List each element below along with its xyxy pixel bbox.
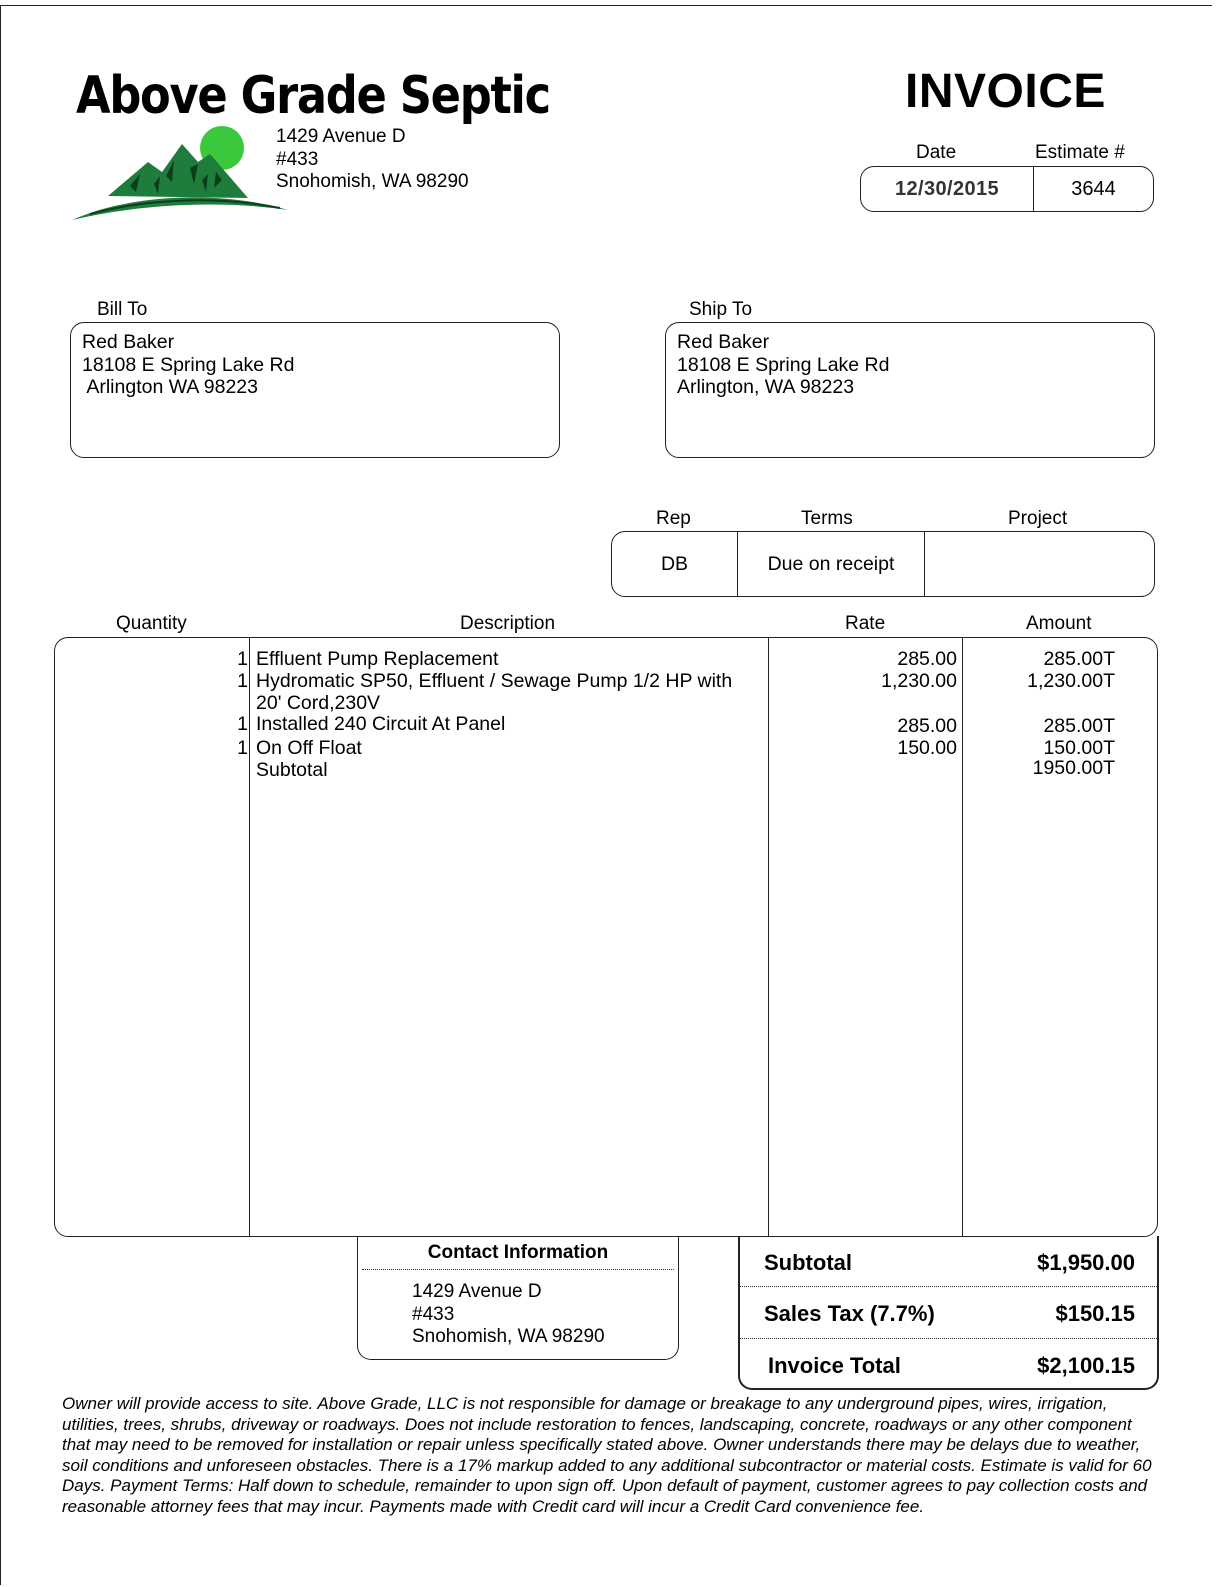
project-value	[925, 532, 1154, 596]
company-address-line: 1429 Avenue D	[276, 126, 406, 147]
row-description: On Off Float	[256, 737, 362, 759]
row-rate: 285.00	[897, 648, 957, 670]
company-address-line: Snohomish, WA 98290	[276, 171, 469, 192]
invoice-total-value: $2,100.15	[1037, 1353, 1135, 1378]
row-rate: 285.00	[897, 715, 957, 737]
rep-terms-project-box	[611, 531, 1155, 597]
bill-to-box	[70, 322, 560, 458]
subtotal-row	[740, 1236, 1157, 1286]
invoice-date: 12/30/2015	[861, 167, 1034, 211]
ship-to-line: 18108 E Spring Lake Rd	[677, 353, 890, 376]
row-description-line: Hydromatic SP50, Effluent / Sewage Pump 1/2 HP with	[256, 670, 733, 692]
estimate-number: 3644	[1071, 177, 1116, 200]
row-description-line: 20' Cord,230V	[256, 692, 381, 714]
row-quantity: 1	[237, 737, 248, 759]
subtotal-label: Subtotal	[764, 1250, 852, 1275]
row-description: Installed 240 Circuit At Panel	[256, 713, 506, 735]
row-description: Effluent Pump Replacement	[256, 648, 499, 670]
ship-to-line: Red Baker	[677, 331, 770, 353]
company-address-line: #433	[276, 148, 319, 170]
row-amount: 1,230.00T	[1027, 670, 1115, 692]
bill-to-line: 18108 E Spring Lake Rd	[82, 353, 295, 376]
subtotal-value: $1,950.00	[1037, 1250, 1135, 1275]
ship-to-line: Arlington, WA 98223	[677, 376, 855, 398]
contact-address-line: Snohomish, WA 98290	[412, 1326, 605, 1347]
bill-to-label: Bill To	[97, 299, 148, 320]
project-label: Project	[1008, 508, 1068, 529]
date-estimate-box	[860, 166, 1154, 212]
row-description	[256, 670, 756, 714]
date-label: Date	[916, 142, 957, 163]
column-header-description: Description	[460, 613, 556, 634]
ship-to-label: Ship To	[689, 299, 753, 320]
ship-to-box	[665, 322, 1155, 458]
row-amount: 1950.00T	[1032, 757, 1115, 779]
company-address	[276, 126, 469, 194]
mountain-sun-logo-icon	[70, 124, 290, 229]
row-quantity: 1	[237, 648, 248, 670]
contact-address	[412, 1281, 605, 1349]
column-header-quantity: Quantity	[116, 613, 187, 634]
bill-to-line: Arlington WA 98223	[82, 376, 258, 398]
company-name: Above Grade Septic	[76, 66, 550, 126]
sales-tax-row	[740, 1287, 1157, 1337]
totals-box	[738, 1236, 1159, 1390]
rep-value: DB	[612, 532, 738, 596]
contact-address-line: 1429 Avenue D	[412, 1281, 542, 1302]
contact-address-line: #433	[412, 1303, 455, 1325]
invoice-total-label: Invoice Total	[768, 1353, 901, 1378]
terms-value: Due on receipt	[738, 532, 925, 596]
rep-label: Rep	[656, 508, 691, 529]
row-rate: 150.00	[897, 737, 957, 759]
row-amount: 150.00T	[1043, 737, 1115, 759]
column-header-rate: Rate	[845, 613, 886, 634]
column-header-amount: Amount	[1026, 613, 1092, 634]
document-title: INVOICE	[905, 65, 1106, 118]
bill-to-line: Red Baker	[82, 331, 175, 353]
row-quantity: 1	[237, 670, 248, 692]
sales-tax-value: $150.15	[1055, 1301, 1135, 1326]
divider	[362, 1269, 674, 1270]
column-divider	[249, 638, 250, 1236]
row-amount: 285.00T	[1043, 648, 1115, 670]
invoice-total-row	[740, 1339, 1157, 1389]
line-items-table	[54, 637, 1158, 1237]
terms-conditions: Owner will provide access to site. Above Grade, LLC is not responsible for damage or breakage to any underground pipes, wires, irrigation, utilities, trees, shrubs, driveway or roadways. Does not include restoration to fences, landscaping, concrete, roadways or any other component that may need to be removed for installation or repair unless specifically stated above. Owner understands there may be delays due to weather, soil conditions and unforeseen obstacles. There is a 17% markup added to any additional subcontractor or material costs. Estimate is valid for 60 Days. Payment Terms: Half down to schedule, remainder to upon sign off. Upon default of payment, customer agrees to pay collection costs and reasonable attorney fees that may incur. Payments made with Credit card will incur a Credit Card convenience fee.	[62, 1394, 1152, 1516]
row-amount: 285.00T	[1043, 715, 1115, 737]
sales-tax-label: Sales Tax (7.7%)	[764, 1301, 935, 1326]
contact-info-box	[357, 1236, 679, 1360]
row-quantity: 1	[237, 713, 248, 735]
terms-label: Terms	[801, 508, 853, 529]
row-rate: 1,230.00	[881, 670, 957, 692]
contact-info-title: Contact Information	[427, 1242, 609, 1263]
row-description: Subtotal	[256, 759, 328, 781]
estimate-label: Estimate #	[1035, 142, 1125, 163]
